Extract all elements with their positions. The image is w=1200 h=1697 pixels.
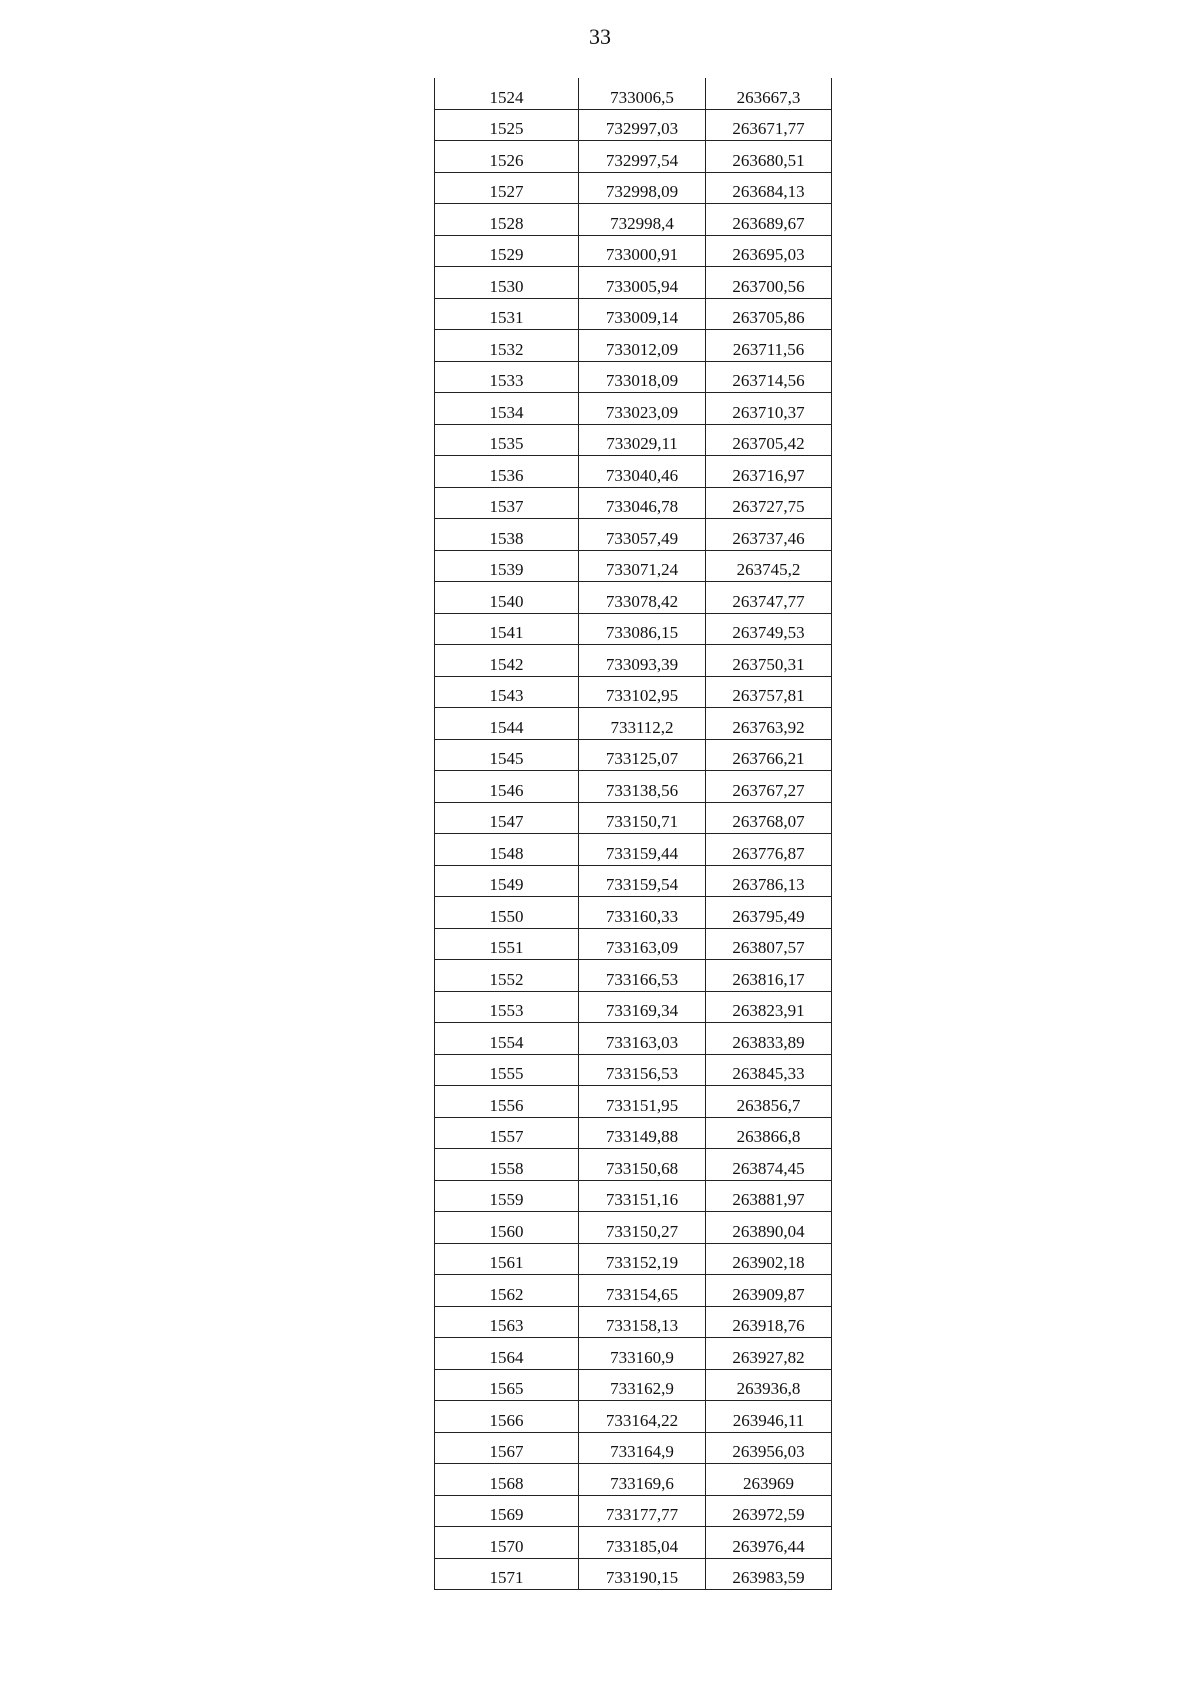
point-number-cell: 1548 [435, 834, 579, 866]
table-row [435, 298, 832, 330]
table-row [435, 78, 832, 109]
table-row [435, 1369, 832, 1401]
point-number-cell: 1550 [435, 897, 579, 929]
table-row [435, 1432, 832, 1464]
point-number-cell: 1557 [435, 1117, 579, 1149]
point-number-cell: 1544 [435, 708, 579, 740]
x-coordinate-cell: 733006,5 [579, 78, 706, 109]
point-number-cell: 1537 [435, 487, 579, 519]
x-coordinate-cell: 733012,09 [579, 330, 706, 362]
table-row [435, 897, 832, 929]
x-coordinate-cell: 733154,65 [579, 1275, 706, 1307]
x-coordinate-cell: 733160,33 [579, 897, 706, 929]
table-row [435, 708, 832, 740]
y-coordinate-cell: 263823,91 [706, 991, 832, 1023]
y-coordinate-cell: 263881,97 [706, 1180, 832, 1212]
table-row [435, 1401, 832, 1433]
x-coordinate-cell: 733151,16 [579, 1180, 706, 1212]
x-coordinate-cell: 733150,68 [579, 1149, 706, 1181]
x-coordinate-cell: 733040,46 [579, 456, 706, 488]
table-row [435, 519, 832, 551]
point-number-cell: 1542 [435, 645, 579, 677]
y-coordinate-cell: 263927,82 [706, 1338, 832, 1370]
x-coordinate-cell: 733152,19 [579, 1243, 706, 1275]
x-coordinate-cell: 733185,04 [579, 1527, 706, 1559]
x-coordinate-cell: 733125,07 [579, 739, 706, 771]
table-row [435, 235, 832, 267]
x-coordinate-cell: 733160,9 [579, 1338, 706, 1370]
y-coordinate-cell: 263667,3 [706, 78, 832, 109]
y-coordinate-cell: 263833,89 [706, 1023, 832, 1055]
point-number-cell: 1528 [435, 204, 579, 236]
point-number-cell: 1538 [435, 519, 579, 551]
x-coordinate-cell: 733169,34 [579, 991, 706, 1023]
point-number-cell: 1526 [435, 141, 579, 173]
y-coordinate-cell: 263983,59 [706, 1558, 832, 1590]
point-number-cell: 1569 [435, 1495, 579, 1527]
table-row [435, 267, 832, 299]
x-coordinate-cell: 733005,94 [579, 267, 706, 299]
y-coordinate-cell: 263767,27 [706, 771, 832, 803]
y-coordinate-cell: 263874,45 [706, 1149, 832, 1181]
y-coordinate-cell: 263684,13 [706, 172, 832, 204]
point-number-cell: 1558 [435, 1149, 579, 1181]
point-number-cell: 1571 [435, 1558, 579, 1590]
table-row [435, 865, 832, 897]
table-row [435, 1180, 832, 1212]
table-row [435, 739, 832, 771]
table-row [435, 1338, 832, 1370]
y-coordinate-cell: 263714,56 [706, 361, 832, 393]
point-number-cell: 1564 [435, 1338, 579, 1370]
table-row [435, 834, 832, 866]
x-coordinate-cell: 733102,95 [579, 676, 706, 708]
point-number-cell: 1561 [435, 1243, 579, 1275]
x-coordinate-cell: 733000,91 [579, 235, 706, 267]
point-number-cell: 1530 [435, 267, 579, 299]
point-number-cell: 1553 [435, 991, 579, 1023]
point-number-cell: 1568 [435, 1464, 579, 1496]
x-coordinate-cell: 733071,24 [579, 550, 706, 582]
x-coordinate-cell: 733078,42 [579, 582, 706, 614]
table-row [435, 1086, 832, 1118]
table-row [435, 1275, 832, 1307]
table-row [435, 1023, 832, 1055]
y-coordinate-cell: 263671,77 [706, 109, 832, 141]
table-row [435, 645, 832, 677]
y-coordinate-cell: 263763,92 [706, 708, 832, 740]
point-number-cell: 1545 [435, 739, 579, 771]
point-number-cell: 1536 [435, 456, 579, 488]
x-coordinate-cell: 733046,78 [579, 487, 706, 519]
x-coordinate-cell: 733163,09 [579, 928, 706, 960]
y-coordinate-cell: 263768,07 [706, 802, 832, 834]
x-coordinate-cell: 733164,9 [579, 1432, 706, 1464]
table-row [435, 1527, 832, 1559]
x-coordinate-cell: 733023,09 [579, 393, 706, 425]
table-row [435, 424, 832, 456]
y-coordinate-cell: 263705,86 [706, 298, 832, 330]
table-row [435, 1149, 832, 1181]
x-coordinate-cell: 733138,56 [579, 771, 706, 803]
x-coordinate-cell: 733159,54 [579, 865, 706, 897]
table-row [435, 1117, 832, 1149]
y-coordinate-cell: 263969 [706, 1464, 832, 1496]
point-number-cell: 1549 [435, 865, 579, 897]
y-coordinate-cell: 263918,76 [706, 1306, 832, 1338]
x-coordinate-cell: 733112,2 [579, 708, 706, 740]
x-coordinate-cell: 733162,9 [579, 1369, 706, 1401]
point-number-cell: 1554 [435, 1023, 579, 1055]
table-row [435, 613, 832, 645]
x-coordinate-cell: 733166,53 [579, 960, 706, 992]
y-coordinate-cell: 263807,57 [706, 928, 832, 960]
point-number-cell: 1524 [435, 78, 579, 109]
y-coordinate-cell: 263747,77 [706, 582, 832, 614]
x-coordinate-cell: 732998,09 [579, 172, 706, 204]
table-row [435, 991, 832, 1023]
table-row [435, 1495, 832, 1527]
point-number-cell: 1547 [435, 802, 579, 834]
point-number-cell: 1539 [435, 550, 579, 582]
y-coordinate-cell: 263902,18 [706, 1243, 832, 1275]
table-row [435, 456, 832, 488]
y-coordinate-cell: 263866,8 [706, 1117, 832, 1149]
point-number-cell: 1555 [435, 1054, 579, 1086]
table-row [435, 676, 832, 708]
point-number-cell: 1525 [435, 109, 579, 141]
x-coordinate-cell: 732997,03 [579, 109, 706, 141]
table-row [435, 960, 832, 992]
table-row [435, 393, 832, 425]
x-coordinate-cell: 733156,53 [579, 1054, 706, 1086]
table-row [435, 550, 832, 582]
point-number-cell: 1562 [435, 1275, 579, 1307]
y-coordinate-cell: 263705,42 [706, 424, 832, 456]
coordinates-table [434, 78, 832, 1590]
point-number-cell: 1535 [435, 424, 579, 456]
point-number-cell: 1540 [435, 582, 579, 614]
y-coordinate-cell: 263689,67 [706, 204, 832, 236]
table-row [435, 1212, 832, 1244]
point-number-cell: 1541 [435, 613, 579, 645]
point-number-cell: 1532 [435, 330, 579, 362]
y-coordinate-cell: 263750,31 [706, 645, 832, 677]
point-number-cell: 1529 [435, 235, 579, 267]
point-number-cell: 1570 [435, 1527, 579, 1559]
point-number-cell: 1543 [435, 676, 579, 708]
y-coordinate-cell: 263745,2 [706, 550, 832, 582]
y-coordinate-cell: 263749,53 [706, 613, 832, 645]
point-number-cell: 1531 [435, 298, 579, 330]
table-row [435, 141, 832, 173]
y-coordinate-cell: 263700,56 [706, 267, 832, 299]
x-coordinate-cell: 733169,6 [579, 1464, 706, 1496]
table-row [435, 802, 832, 834]
table-row [435, 109, 832, 141]
x-coordinate-cell: 732998,4 [579, 204, 706, 236]
x-coordinate-cell: 733018,09 [579, 361, 706, 393]
x-coordinate-cell: 733149,88 [579, 1117, 706, 1149]
point-number-cell: 1559 [435, 1180, 579, 1212]
y-coordinate-cell: 263845,33 [706, 1054, 832, 1086]
y-coordinate-cell: 263972,59 [706, 1495, 832, 1527]
y-coordinate-cell: 263757,81 [706, 676, 832, 708]
y-coordinate-cell: 263710,37 [706, 393, 832, 425]
point-number-cell: 1552 [435, 960, 579, 992]
table-row [435, 1306, 832, 1338]
point-number-cell: 1563 [435, 1306, 579, 1338]
y-coordinate-cell: 263737,46 [706, 519, 832, 551]
table-row [435, 361, 832, 393]
x-coordinate-cell: 733150,71 [579, 802, 706, 834]
table-row [435, 771, 832, 803]
x-coordinate-cell: 733151,95 [579, 1086, 706, 1118]
y-coordinate-cell: 263680,51 [706, 141, 832, 173]
table-row [435, 1464, 832, 1496]
y-coordinate-cell: 263766,21 [706, 739, 832, 771]
point-number-cell: 1565 [435, 1369, 579, 1401]
table-row [435, 487, 832, 519]
y-coordinate-cell: 263890,04 [706, 1212, 832, 1244]
x-coordinate-cell: 733093,39 [579, 645, 706, 677]
x-coordinate-cell: 733190,15 [579, 1558, 706, 1590]
point-number-cell: 1527 [435, 172, 579, 204]
point-number-cell: 1566 [435, 1401, 579, 1433]
x-coordinate-cell: 733159,44 [579, 834, 706, 866]
x-coordinate-cell: 733029,11 [579, 424, 706, 456]
y-coordinate-cell: 263716,97 [706, 456, 832, 488]
y-coordinate-cell: 263816,17 [706, 960, 832, 992]
table-row [435, 330, 832, 362]
x-coordinate-cell: 733163,03 [579, 1023, 706, 1055]
x-coordinate-cell: 733009,14 [579, 298, 706, 330]
y-coordinate-cell: 263795,49 [706, 897, 832, 929]
page-number: 33 [589, 24, 611, 49]
y-coordinate-cell: 263776,87 [706, 834, 832, 866]
x-coordinate-cell: 733164,22 [579, 1401, 706, 1433]
y-coordinate-cell: 263711,56 [706, 330, 832, 362]
y-coordinate-cell: 263695,03 [706, 235, 832, 267]
y-coordinate-cell: 263946,11 [706, 1401, 832, 1433]
y-coordinate-cell: 263976,44 [706, 1527, 832, 1559]
table-row [435, 1558, 832, 1590]
x-coordinate-cell: 733158,13 [579, 1306, 706, 1338]
point-number-cell: 1534 [435, 393, 579, 425]
table-row [435, 1243, 832, 1275]
x-coordinate-cell: 733057,49 [579, 519, 706, 551]
y-coordinate-cell: 263909,87 [706, 1275, 832, 1307]
x-coordinate-cell: 733086,15 [579, 613, 706, 645]
coordinates-table-body [435, 78, 832, 1590]
table-row [435, 204, 832, 236]
table-row [435, 582, 832, 614]
y-coordinate-cell: 263786,13 [706, 865, 832, 897]
table-row [435, 928, 832, 960]
table-row [435, 172, 832, 204]
x-coordinate-cell: 733177,77 [579, 1495, 706, 1527]
y-coordinate-cell: 263936,8 [706, 1369, 832, 1401]
point-number-cell: 1556 [435, 1086, 579, 1118]
point-number-cell: 1533 [435, 361, 579, 393]
y-coordinate-cell: 263856,7 [706, 1086, 832, 1118]
point-number-cell: 1551 [435, 928, 579, 960]
y-coordinate-cell: 263727,75 [706, 487, 832, 519]
point-number-cell: 1546 [435, 771, 579, 803]
table-row [435, 1054, 832, 1086]
x-coordinate-cell: 732997,54 [579, 141, 706, 173]
point-number-cell: 1567 [435, 1432, 579, 1464]
y-coordinate-cell: 263956,03 [706, 1432, 832, 1464]
x-coordinate-cell: 733150,27 [579, 1212, 706, 1244]
point-number-cell: 1560 [435, 1212, 579, 1244]
